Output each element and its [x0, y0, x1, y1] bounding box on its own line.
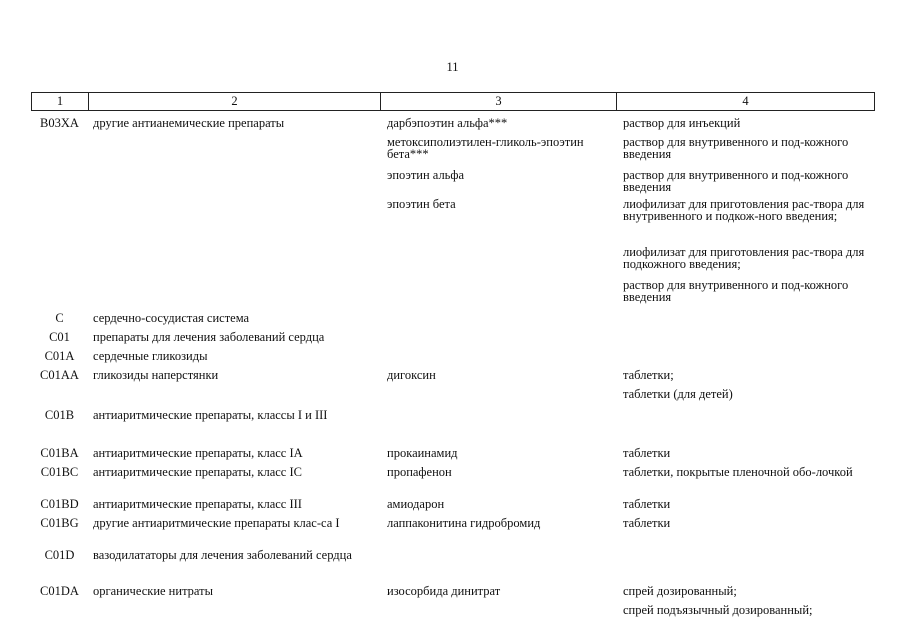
atc-code — [31, 602, 88, 620]
dosage-form: раствор для внутривенного и под-кожного введения — [623, 168, 849, 194]
group-name: другие антианемические препараты — [93, 116, 285, 130]
group-name — [88, 167, 380, 196]
table-row — [31, 196, 874, 244]
table-row — [31, 348, 874, 367]
atc-code: C01BC — [40, 465, 79, 479]
drug-name: дарбэпоэтин альфа*** — [387, 116, 508, 130]
drug-name — [380, 244, 616, 277]
atc-code — [31, 134, 88, 167]
drug-name: прокаинамид — [387, 446, 458, 460]
group-name: сердечно-сосудистая система — [93, 311, 250, 325]
drug-name — [380, 407, 616, 445]
table-row — [31, 407, 874, 445]
drug-name: эпоэтин альфа — [387, 168, 465, 182]
dosage-form: таблетки; — [623, 368, 674, 382]
atc-code: C01BD — [40, 497, 79, 511]
atc-code: C01B — [44, 408, 75, 422]
atc-code — [31, 277, 88, 310]
drug-name — [380, 348, 616, 367]
drug-name: пропафенон — [387, 465, 452, 479]
group-name: органические нитраты — [93, 584, 214, 598]
group-name — [88, 196, 380, 244]
table-row — [31, 310, 874, 329]
table-row — [31, 547, 874, 583]
drug-name — [380, 310, 616, 329]
atc-code — [31, 167, 88, 196]
table-row — [31, 367, 874, 386]
drug-name — [380, 547, 616, 583]
table-row — [31, 329, 874, 348]
atc-code — [31, 196, 88, 244]
atc-code: C01D — [44, 548, 75, 562]
column-header-2: 2 — [89, 93, 381, 111]
drug-name — [380, 277, 616, 310]
drug-name: изосорбида динитрат — [387, 584, 501, 598]
dosage-form: раствор для инъекций — [623, 116, 741, 130]
atc-code: C — [55, 311, 64, 325]
atc-code — [31, 386, 88, 407]
dosage-form: спрей подъязычный дозированный; — [623, 603, 813, 617]
page-number: 11 — [446, 60, 459, 74]
drug-name: эпоэтин бета — [387, 197, 456, 211]
atc-code: C01AA — [40, 368, 79, 382]
dosage-form: спрей дозированный; — [623, 584, 737, 598]
group-name — [88, 244, 380, 277]
dosage-form: раствор для внутривенного и под-кожного введения — [623, 135, 849, 161]
dosage-form: таблетки (для детей) — [623, 387, 733, 401]
table-row — [31, 583, 874, 602]
dosage-form — [616, 329, 874, 348]
group-name: антиаритмические препараты, класс IC — [93, 465, 302, 479]
header-row — [32, 93, 875, 111]
atc-code: C01 — [49, 330, 70, 344]
group-name — [88, 134, 380, 167]
table-row — [31, 244, 874, 277]
group-name: гликозиды наперстянки — [93, 368, 219, 382]
group-name: вазодилататоры для лечения заболеваний сердца — [93, 548, 352, 562]
atc-code — [31, 244, 88, 277]
table-row — [31, 602, 874, 620]
table-row — [31, 115, 874, 134]
drug-table — [31, 115, 874, 620]
drug-name — [380, 329, 616, 348]
group-name: сердечные гликозиды — [93, 349, 208, 363]
drug-name: лаппаконитина гидробромид — [387, 516, 541, 530]
atc-code: C01BG — [40, 516, 79, 530]
table-row — [31, 134, 874, 167]
drug-name: амиодарон — [387, 497, 445, 511]
group-name: препараты для лечения заболеваний сердца — [93, 330, 325, 344]
dosage-form: лиофилизат для приготовления рас-твора для подкожного введения; — [623, 245, 865, 271]
atc-code: C01DA — [40, 584, 79, 598]
dosage-form: таблетки, покрытые пленочной обо-лочкой — [623, 465, 853, 479]
atc-code: C01BA — [40, 446, 79, 460]
dosage-form: раствор для внутривенного и под-кожного введения — [623, 278, 849, 304]
column-header-1: 1 — [32, 93, 89, 111]
table-row — [31, 277, 874, 310]
drug-name — [380, 602, 616, 620]
group-name: антиаритмические препараты, класс III — [93, 497, 302, 511]
group-name — [88, 386, 380, 407]
drug-name — [380, 386, 616, 407]
column-header-3: 3 — [381, 93, 617, 111]
dosage-form: таблетки — [623, 497, 671, 511]
dosage-form — [616, 310, 874, 329]
atc-code: C01A — [44, 349, 75, 363]
table-row — [31, 464, 874, 496]
table-row — [31, 515, 874, 547]
table-row — [31, 386, 874, 407]
drug-name: метоксиполиэтилен-гликоль-эпоэтин бета*** — [387, 135, 584, 161]
column-header-table — [31, 92, 875, 111]
dosage-form — [616, 547, 874, 583]
group-name: антиаритмические препараты, класс IA — [93, 446, 303, 460]
atc-code: B03XA — [40, 116, 79, 130]
dosage-form — [616, 407, 874, 445]
dosage-form: таблетки — [623, 516, 671, 530]
group-name: другие антиаритмические препараты клас-са I — [93, 516, 340, 530]
dosage-form — [616, 348, 874, 367]
dosage-form: таблетки — [623, 446, 671, 460]
group-name: антиаритмические препараты, классы I и III — [93, 408, 328, 422]
table-row — [31, 496, 874, 515]
dosage-form: лиофилизат для приготовления рас-твора для внутривенного и подкож-ного введения; — [623, 197, 865, 223]
column-header-4: 4 — [617, 93, 875, 111]
table-row — [31, 445, 874, 464]
group-name — [88, 602, 380, 620]
group-name — [88, 277, 380, 310]
table-row — [31, 167, 874, 196]
drug-name: дигоксин — [387, 368, 436, 382]
